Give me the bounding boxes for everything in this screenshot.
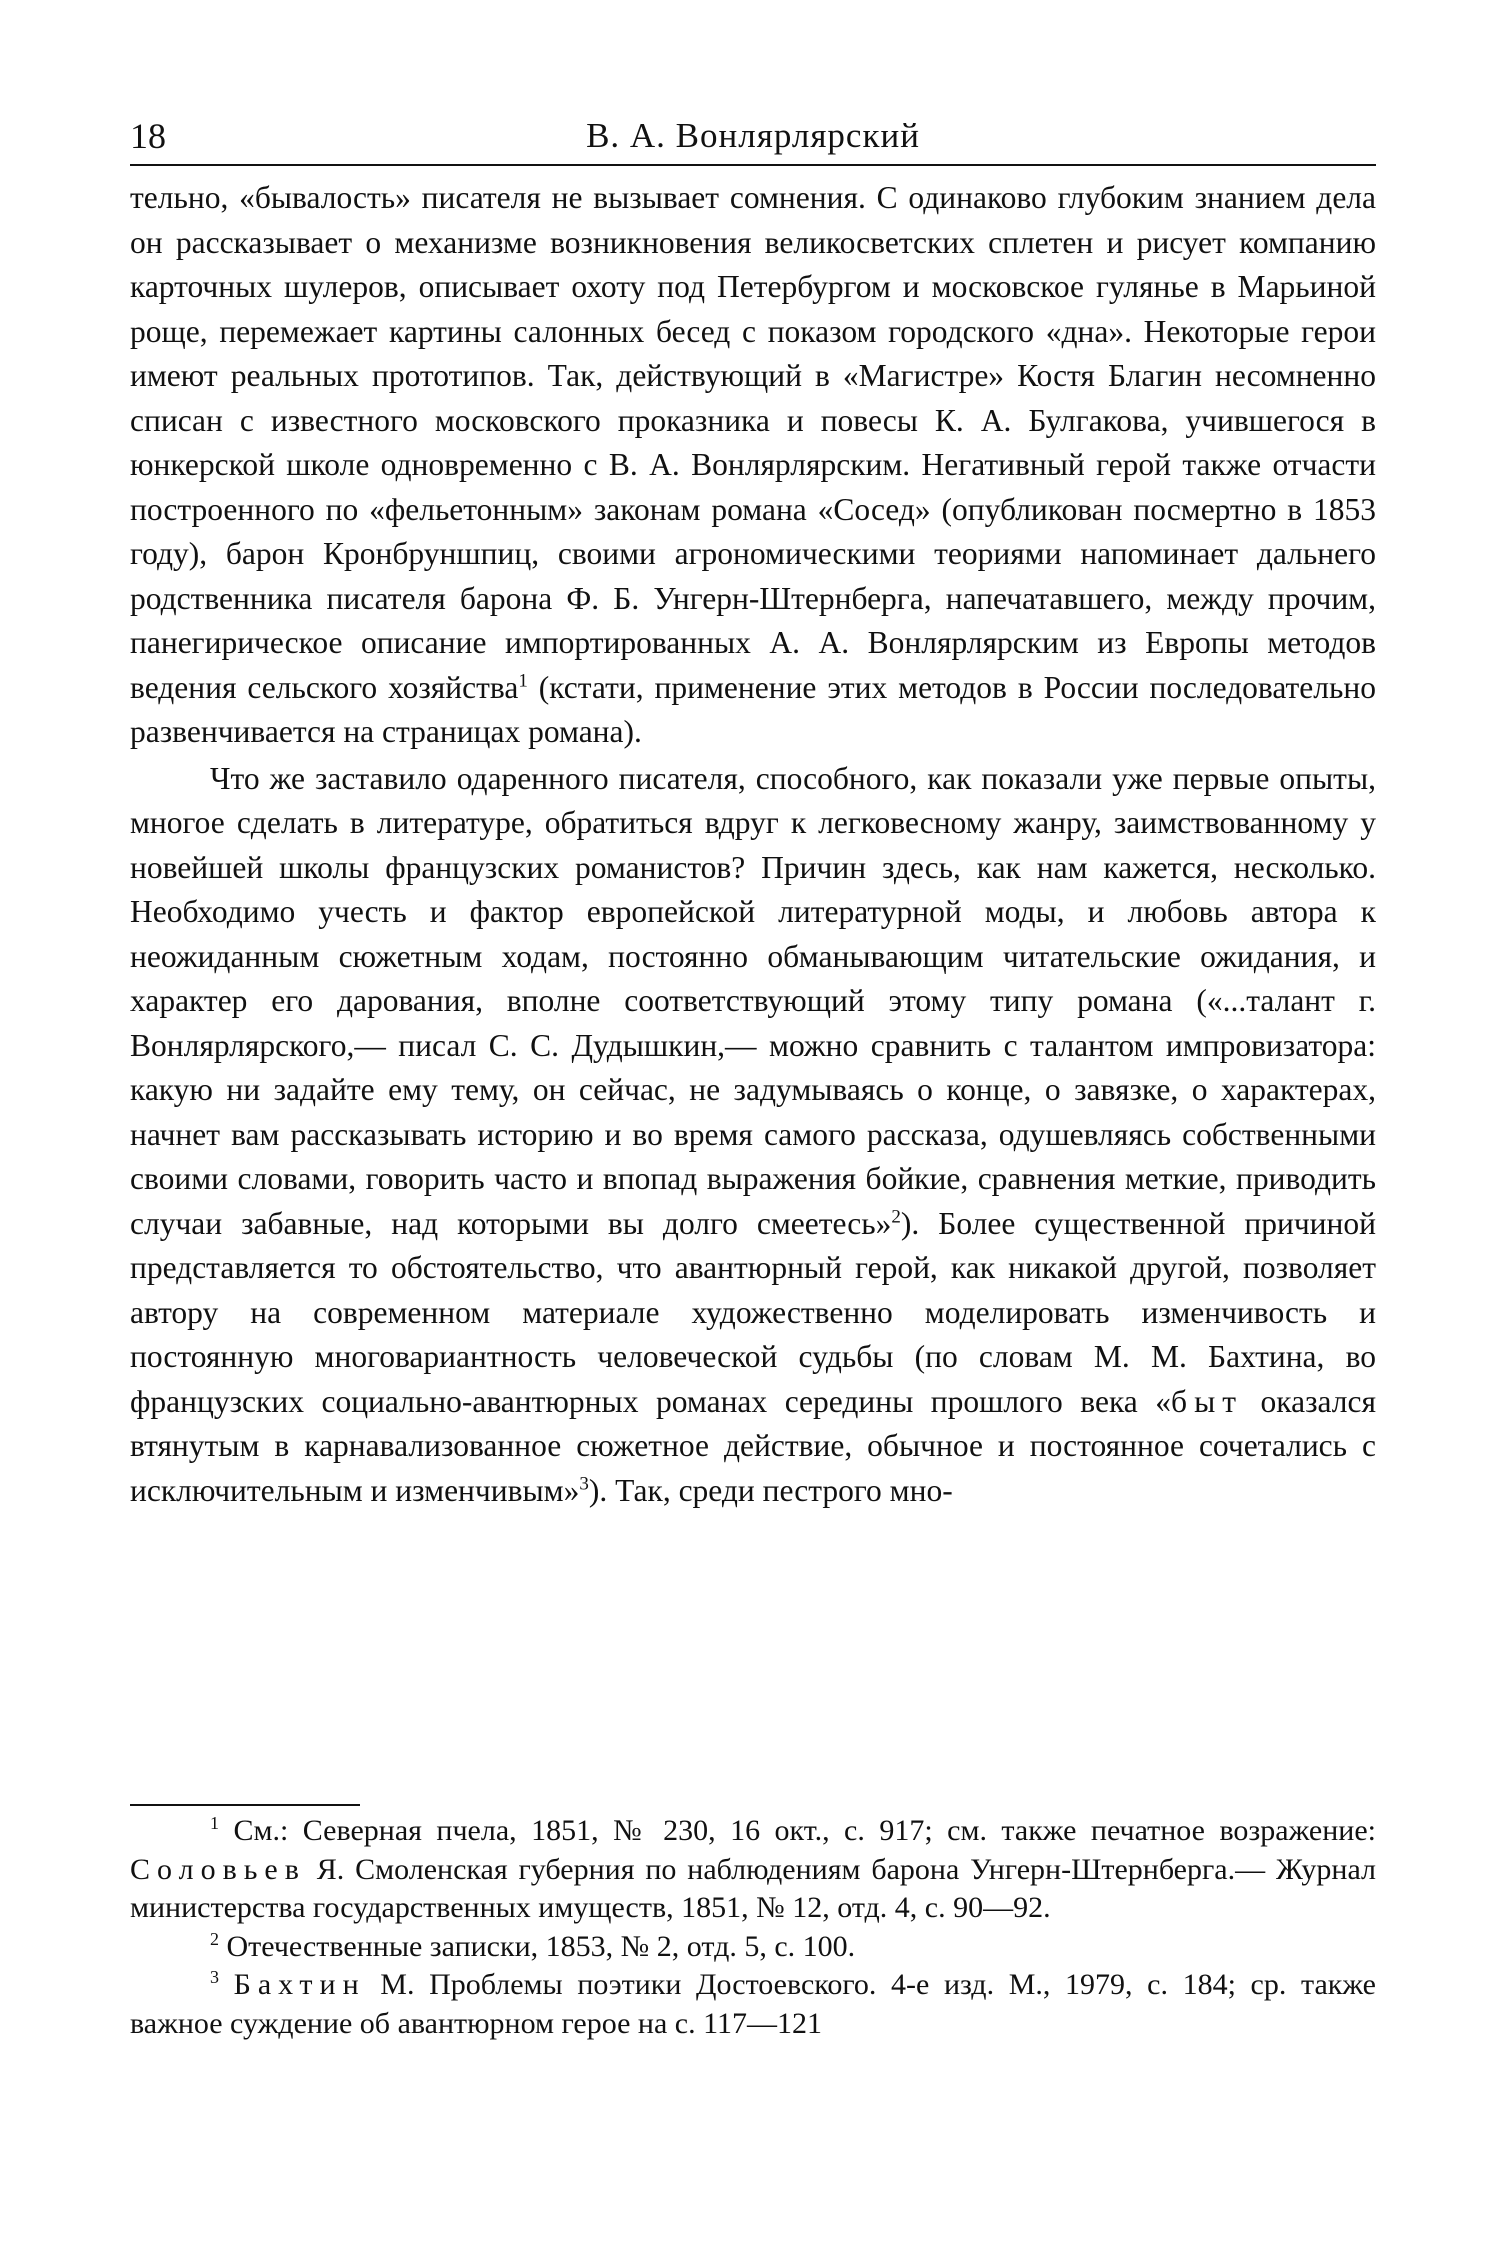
page-number: 18 bbox=[130, 116, 166, 156]
footnote-ref-3: 3 bbox=[579, 1473, 589, 1494]
paragraph-2-text-a: Что же заставило одаренного писателя, способного, как показали уже первые опыты, многое сделать в литературе, обратиться вдруг к легковесному жанру, заимствованному у новейшей школы французских романистов? Причин здесь, как нам кажется, несколько. Необходимо учесть и фактор европейской литературной моды, и любовь автора к неожиданным сюжетным ходам, постоянно обманывающим читательские ожидания, и характер его дарования, вполне соответствующий этому типу романа («...талант г. Вонлярлярского,— писал С. С. Дудышкин,— можно сравнить с талантом импровизатора: какую ни задайте ему тему, он сейчас, не задумываясь о конце, о завязке, о характерах, начнет вам рассказывать историю и во время самого рассказа, одушевляясь собственными своими словами, говорить часто и впопад выражения бойкие, сравнения меткие, приводить случаи забавные, над которыми вы долго смеетесь» bbox=[130, 760, 1376, 1241]
footnote-ref-1: 1 bbox=[518, 670, 528, 691]
footnote-1 bbox=[130, 1812, 1376, 1928]
paragraph-2-text-d: ). Так, среди пестрого мно- bbox=[588, 1472, 953, 1508]
footnote-divider bbox=[130, 1804, 360, 1806]
spaced-word: быт bbox=[1171, 1383, 1244, 1419]
footnote-1-number: 1 bbox=[210, 1813, 219, 1833]
paragraph-2-text-b: ). Более существенной причиной представляется то обстоятельство, что авантюрный герой, как никакой другой, позволяет автору на современном материале художественно моделировать изменчивость и постоянную многовариантность человеческой судьбы (по словам М. М. Бахтина, во французских социально-авантюрных романах середины прошлого века « bbox=[130, 1205, 1376, 1419]
footnote-ref-2: 2 bbox=[891, 1206, 901, 1227]
page-header bbox=[130, 108, 1376, 166]
footnote-1-author: Соловьев bbox=[130, 1852, 306, 1886]
running-head: В. А. Вонлярлярский bbox=[586, 116, 920, 155]
footnote-2-number: 2 bbox=[210, 1928, 219, 1949]
footnote-1-text-a: См.: Северная пчела, 1851, № 230, 16 окт., с. 917; см. также печатное возражение: bbox=[219, 1814, 1376, 1847]
footnote-2 bbox=[130, 1928, 1376, 1967]
footnote-3 bbox=[130, 1966, 1376, 2043]
paragraph-1 bbox=[130, 176, 1376, 755]
footnote-2-text: Отечественные записки, 1853, № 2, отд. 5, с. 100. bbox=[219, 1929, 856, 1963]
footnote-3-text: М. Проблемы поэтики Достоевского. 4-е изд. М., 1979, с. 184; ср. также важное суждение об авантюрном герое на с. 117—121 bbox=[130, 1968, 1376, 2040]
paragraph-2-text-c: оказался втянутым в карнавализованное сюжетное действие, обычное и постоянное сочетались с исключительным и изменчивым» bbox=[130, 1383, 1376, 1508]
paragraph-1-tail: (кстати, применение этих методов в России последовательно развенчивается на страницах романа). bbox=[130, 669, 1376, 749]
main-text bbox=[130, 176, 1376, 1513]
footnotes bbox=[130, 1812, 1376, 2043]
footnote-3-number: 3 bbox=[210, 1967, 219, 1987]
footnote-1-text-b: Я. Смоленская губерния по наблюдениям барона Унгерн-Штернберга.— Журнал министерства государственных имуществ, 1851, № 12, отд. 4, с. 90—92. bbox=[130, 1852, 1376, 1924]
paragraph-2 bbox=[130, 757, 1376, 1514]
footnote-3-author: Бахтин bbox=[233, 1968, 366, 2001]
paragraph-1-text: тельно, «бывалость» писателя не вызывает сомнения. С одинаково глубоким знанием дела он рассказывает о механизме возникновения великосветских сплетен и рисует компанию карточных шулеров, описывает охоту под Петербургом и московское гулянье в Марьиной роще, перемежает картины салонных бесед с показом городского «дна». Некоторые герои имеют реальных прототипов. Так, действующий в «Магистре» Костя Благин несомненно списан с известного московского проказника и повесы К. А. Булгакова, учившегося в юнкерской школе одновременно с В. А. Вонлярлярским. Негативный герой также отчасти построенного по «фельетонным» законам романа «Сосед» (опубликован посмертно в 1853 году), барон Кронбруншпиц, своими агрономическими теориями напоминает дальнего родственника писателя барона Ф. Б. Унгерн-Штернберга, напечатавшего, между прочим, панегирическое описание импортированных А. А. Вонлярлярским из Европы методов ведения сельского хозяйства bbox=[130, 180, 1376, 705]
